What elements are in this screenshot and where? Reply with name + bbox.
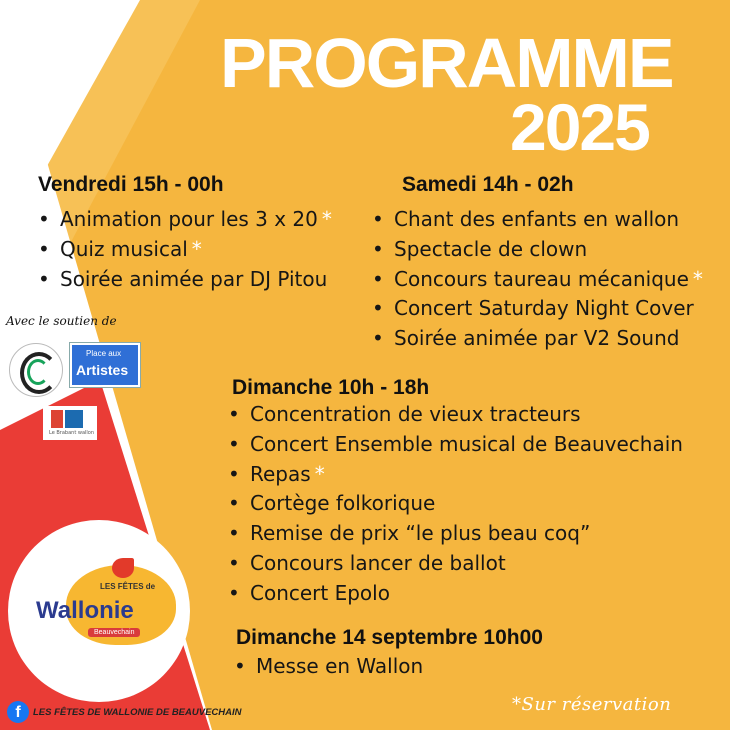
facebook-icon[interactable]: f [7,701,29,723]
support-label: Avec le soutien de [6,314,117,328]
program-item [372,324,703,354]
program-item [228,460,683,490]
program-item [38,265,332,295]
program-item-text: Remise de prix “le plus beau coq” [250,521,591,546]
program-item-text: Concert Epolo [250,580,390,605]
program-item-text: Chant des enfants en wallon [394,207,680,231]
saturday-list [372,205,703,354]
program-item-text: Animation pour les 3 x 20 [60,207,318,231]
sign-big-text: Artistes [76,362,129,378]
logo-place-text: Beauvechain [88,628,140,637]
program-item-text: Concert Ensemble musical de Beauvechain [250,431,683,456]
reservation-footnote: *Sur réservation [512,694,672,715]
reservation-star: * [692,266,703,291]
program-item-text: Quiz musical [60,236,188,261]
program-item [228,549,683,579]
sunday14-heading: Dimanche 14 septembre 10h00 [236,626,543,649]
program-item-text: Spectacle de clown [394,236,588,261]
program-item-text: Soirée animée par V2 Sound [394,326,680,351]
program-item-text: Cortège folkorique [250,491,436,516]
program-item-text: Concentration de vieux tracteurs [250,402,581,426]
program-item [38,205,332,235]
sunday14-list [234,652,423,682]
program-item-text: Soirée animée par DJ Pitou [60,266,328,291]
sunday-list [228,400,683,609]
saturday-heading: Samedi 14h - 02h [402,173,574,196]
program-item-text: Concours lancer de ballot [250,550,506,575]
title-programme: PROGRAMME [220,24,673,102]
friday-heading: Vendredi 15h - 00h [38,173,224,196]
program-item [372,205,703,235]
program-item [372,235,703,265]
program-item-text: Messe en Wallon [256,654,424,678]
program-item [372,265,703,295]
logo-wallonie-text: Wallonie [36,597,134,624]
program-item-text: Concert Saturday Night Cover [394,296,694,321]
sign-small-text: Place aux [86,349,122,358]
place-aux-artistes-logo [70,343,140,387]
program-item [38,235,332,265]
reservation-star: * [191,236,202,261]
reservation-star: * [321,207,332,231]
program-item [228,430,683,460]
sunday-heading: Dimanche 10h - 18h [232,376,430,399]
program-item-text: Repas [250,461,311,486]
reservation-star: * [314,461,325,486]
friday-list [38,205,332,294]
brabant-wallon-logo: Le Brabant wallon [43,406,97,440]
program-item [372,294,703,324]
program-item [228,519,683,549]
title-year: 2025 [510,90,649,164]
rooster-icon [112,558,134,578]
program-item [228,400,683,430]
logo-small-text: LES FÊTES de [100,582,156,591]
program-item [234,652,423,682]
program-item [228,579,683,609]
facebook-page-name[interactable]: LES FÊTES DE WALLONIE DE BEAUVECHAIN [33,707,242,718]
program-item [228,489,683,519]
program-item-text: Concours taureau mécanique [394,266,689,291]
ccbw-logo [9,343,63,397]
